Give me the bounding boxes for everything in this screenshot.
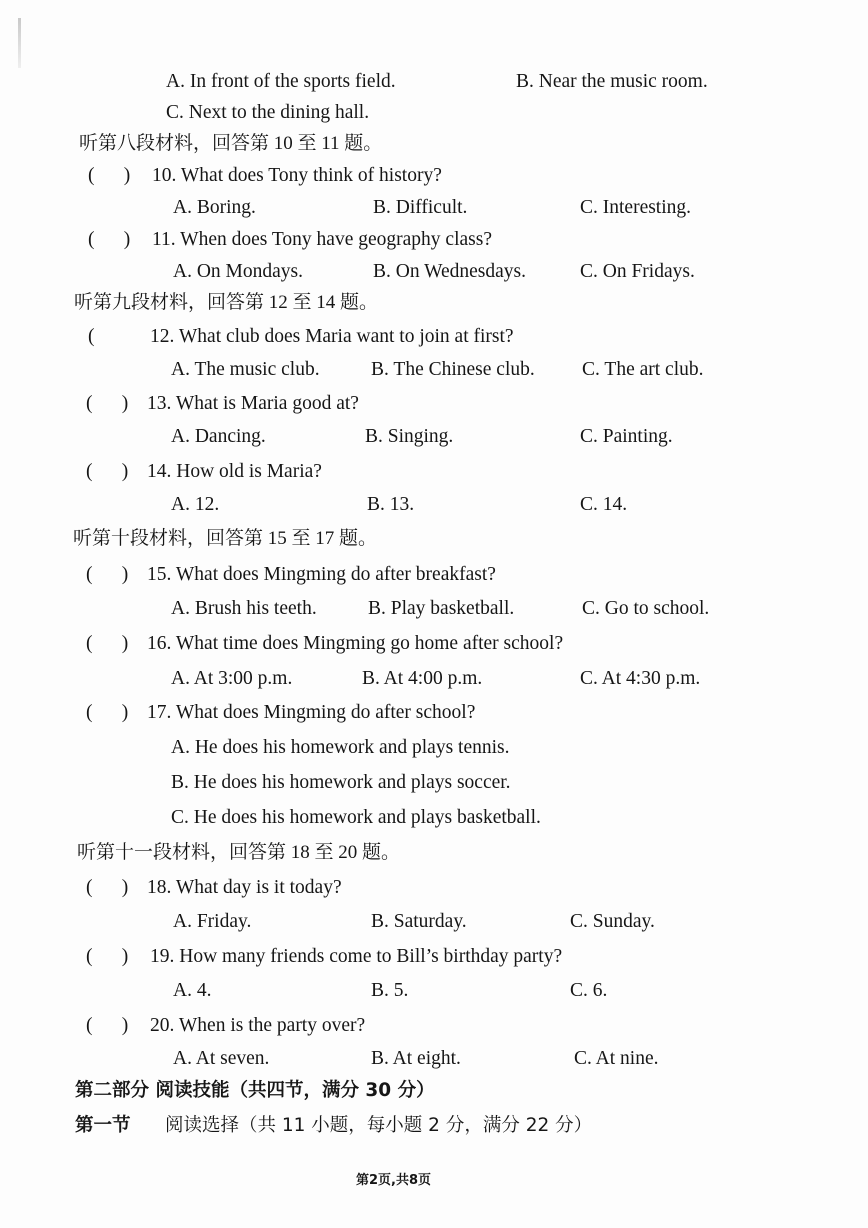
answer-blank-10[interactable]: ( ) [88, 165, 131, 186]
q12-option-a: A. The music club. [171, 359, 320, 380]
question-20: 20. When is the party over? [150, 1015, 366, 1036]
q11-option-a: A. On Mondays. [173, 261, 303, 282]
q14-option-a: A. 12. [171, 494, 220, 515]
answer-blank-20[interactable]: ( ) [86, 1015, 129, 1036]
question-12: 12. What club does Maria want to join at first? [150, 326, 514, 347]
q18-option-c: C. Sunday. [570, 911, 655, 932]
q16-option-b: B. At 4:00 p.m. [362, 668, 483, 689]
q15-option-c: C. Go to school. [582, 598, 710, 619]
answer-blank-11[interactable]: ( ) [88, 229, 131, 250]
question-11: 11. When does Tony have geography class? [152, 229, 492, 250]
part2-section1-label: 第一节 [75, 1115, 131, 1136]
question-10: 10. What does Tony think of history? [152, 165, 442, 186]
q17-option-b: B. He does his homework and plays soccer. [171, 772, 511, 793]
q16-option-c: C. At 4:30 p.m. [580, 668, 701, 689]
answer-blank-15[interactable]: ( ) [86, 564, 129, 585]
question-13: 13. What is Maria good at? [147, 393, 359, 414]
answer-blank-18[interactable]: ( ) [86, 877, 129, 898]
q19-option-c: C. 6. [570, 980, 608, 1001]
answer-blank-16[interactable]: ( ) [86, 633, 129, 654]
q10-option-a: A. Boring. [173, 197, 256, 218]
answer-blank-19[interactable]: ( ) [86, 946, 129, 967]
q13-option-c: C. Painting. [580, 426, 673, 447]
answer-blank-13[interactable]: ( ) [86, 393, 129, 414]
question-14: 14. How old is Maria? [147, 461, 322, 482]
q19-option-b: B. 5. [371, 980, 409, 1001]
q20-option-a: A. At seven. [173, 1048, 270, 1069]
scan-edge-mark [18, 18, 21, 68]
q20-option-c: C. At nine. [574, 1048, 659, 1069]
q18-option-b: B. Saturday. [371, 911, 467, 932]
q15-option-b: B. Play basketball. [368, 598, 515, 619]
q16-option-a: A. At 3:00 p.m. [171, 668, 293, 689]
q11-option-b: B. On Wednesdays. [373, 261, 526, 282]
answer-blank-12[interactable]: ( [88, 326, 95, 347]
q10-option-b: B. Difficult. [373, 197, 468, 218]
q11-option-c: C. On Fridays. [580, 261, 695, 282]
part2-section1-text: 阅读选择（共 11 小题，每小题 2 分，满分 22 分） [165, 1115, 593, 1136]
q15-option-a: A. Brush his teeth. [171, 598, 317, 619]
answer-blank-17[interactable]: ( ) [86, 702, 129, 723]
q9-option-b: B. Near the music room. [516, 71, 708, 92]
question-19: 19. How many friends come to Bill’s birthday party? [150, 946, 563, 967]
q17-option-c: C. He does his homework and plays basketball. [171, 807, 541, 828]
q13-option-b: B. Singing. [365, 426, 454, 447]
section-heading-10: 听第十段材料，回答第 15 至 17 题。 [73, 528, 378, 549]
question-16: 16. What time does Mingming go home after school? [147, 633, 564, 654]
q17-option-a: A. He does his homework and plays tennis. [171, 737, 510, 758]
answer-blank-14[interactable]: ( ) [86, 461, 129, 482]
q14-option-c: C. 14. [580, 494, 628, 515]
q13-option-a: A. Dancing. [171, 426, 266, 447]
part2-title: 第二部分 阅读技能（共四节，满分 30 分） [75, 1080, 435, 1101]
q19-option-a: A. 4. [173, 980, 212, 1001]
q14-option-b: B. 13. [367, 494, 415, 515]
q18-option-a: A. Friday. [173, 911, 252, 932]
section-heading-8: 听第八段材料，回答第 10 至 11 题。 [79, 133, 383, 154]
q12-option-c: C. The art club. [582, 359, 704, 380]
question-17: 17. What does Mingming do after school? [147, 702, 476, 723]
question-15: 15. What does Mingming do after breakfast? [147, 564, 496, 585]
page-number: 第2页,共8页 [356, 1173, 432, 1188]
q12-option-b: B. The Chinese club. [371, 359, 535, 380]
q9-option-c: C. Next to the dining hall. [166, 102, 370, 123]
q9-option-a: A. In front of the sports field. [166, 71, 396, 92]
section-heading-9: 听第九段材料，回答第 12 至 14 题。 [74, 292, 379, 313]
q10-option-c: C. Interesting. [580, 197, 692, 218]
question-18: 18. What day is it today? [147, 877, 342, 898]
section-heading-11: 听第十一段材料，回答第 18 至 20 题。 [77, 842, 401, 863]
q20-option-b: B. At eight. [371, 1048, 461, 1069]
